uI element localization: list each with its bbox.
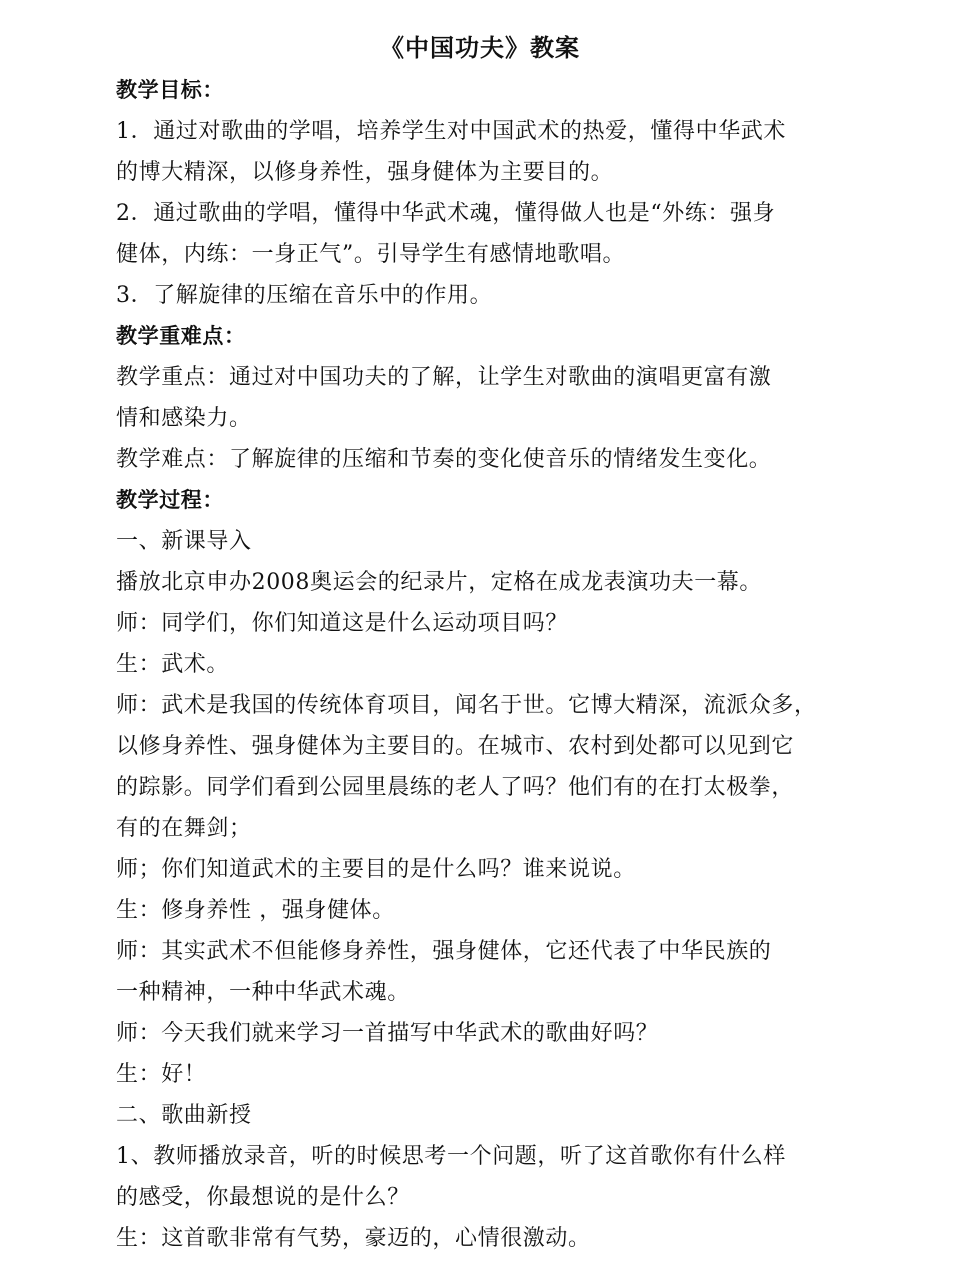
section-heading-process: 教学过程： bbox=[116, 488, 224, 512]
text-line: 师：同学们，你们知道这是什么运动项目吗？ bbox=[116, 611, 569, 636]
text-line: 的感受，你最想说的是什么？ bbox=[116, 1185, 410, 1210]
text-line: 1．通过对歌曲的学唱，培养学生对中国武术的热爱，懂得中华武术 bbox=[116, 119, 786, 144]
text-line: 以修身养性、强身健体为主要目的。在城市、农村到处都可以见到它 bbox=[116, 734, 795, 759]
text-line: 一、新课导入 bbox=[116, 529, 252, 554]
text-line: 师：今天我们就来学习一首描写中华武术的歌曲好吗？ bbox=[116, 1021, 659, 1046]
text-line: 一种精神，一种中华武术魂。 bbox=[116, 980, 410, 1005]
text-line: 教学重点：通过对中国功夫的了解，让学生对歌曲的演唱更富有激 bbox=[116, 365, 772, 390]
text-line: 情和感染力。 bbox=[116, 406, 252, 431]
text-line: 3．了解旋律的压缩在音乐中的作用。 bbox=[116, 283, 493, 308]
section-heading-objectives: 教学目标： bbox=[116, 78, 224, 102]
text-line: 的博大精深，以修身养性，强身健体为主要目的。 bbox=[116, 160, 614, 185]
text-line: 健体，内练：一身正气”。引导学生有感情地歌唱。 bbox=[116, 242, 626, 267]
text-line: 有的在舞剑； bbox=[116, 816, 252, 841]
text-line: 的踪影。同学们看到公园里晨练的老人了吗？他们有的在打太极拳， bbox=[116, 775, 795, 800]
text-line: 师：其实武术不但能修身养性，强身健体，它还代表了中华民族的 bbox=[116, 939, 772, 964]
text-line: 生：这首歌非常有气势，豪迈的，心情很激动。 bbox=[116, 1226, 591, 1251]
text-line: 2．通过歌曲的学唱，懂得中华武术魂，懂得做人也是“外练：强身 bbox=[116, 201, 776, 226]
document-title: 《中国功夫》教案 bbox=[380, 34, 580, 62]
text-line: 师；你们知道武术的主要目的是什么吗？谁来说说。 bbox=[116, 857, 636, 882]
text-line: 生：武术。 bbox=[116, 652, 230, 677]
text-line: 生：修身养性 ，强身健体。 bbox=[116, 898, 395, 923]
text-line: 播放北京申办2008奥运会的纪录片，定格在成龙表演功夫一幕。 bbox=[116, 570, 762, 595]
section-heading-key-points: 教学重难点： bbox=[116, 324, 246, 348]
text-line: 生：好！ bbox=[116, 1062, 207, 1087]
text-line: 师：武术是我国的传统体育项目，闻名于世。它博大精深，流派众多， bbox=[116, 693, 817, 718]
text-line: 二、歌曲新授 bbox=[116, 1103, 252, 1128]
document-body bbox=[116, 70, 876, 1259]
text-line: 教学难点：了解旋律的压缩和节奏的变化使音乐的情绪发生变化。 bbox=[116, 447, 772, 472]
text-line: 1、教师播放录音，听的时候思考一个问题，听了这首歌你有什么样 bbox=[116, 1144, 786, 1169]
